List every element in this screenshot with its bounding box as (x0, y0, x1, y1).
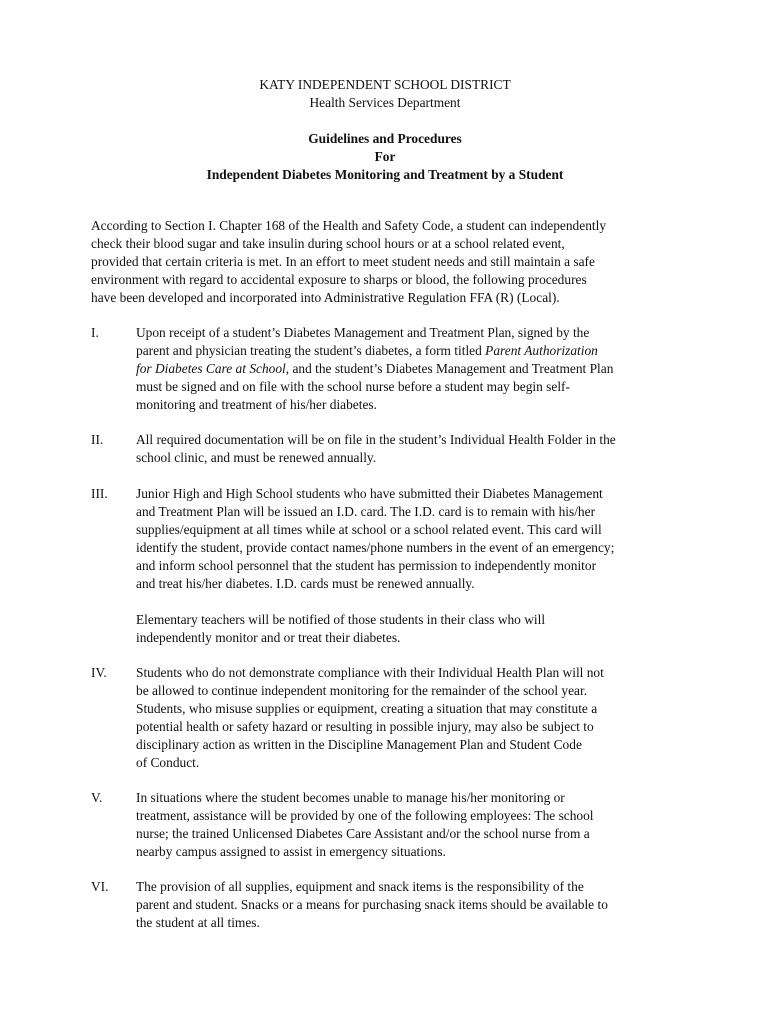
item-text: Students who do not demonstrate compliance with their Individual Health Plan will not be allowed to continue independent monitoring for the remainder of the school year. Students, who misuse supplies or equipment, creating a situation that may constitute a potential health or safety hazard or resulting in possible injury, may also be subject to disciplinary action as written in the Discipline Management Plan and Student Code of Conduct. (136, 665, 604, 770)
title-line: Independent Diabetes Monitoring and Treatment by a Student (206, 167, 564, 182)
department-name: Health Services Department (309, 95, 461, 110)
item-text: Upon receipt of a student’s Diabetes Management and Treatment Plan, signed by the parent and physician treating the student’s diabetes, a form titled Parent Authorization for Diabetes Care at School, and the student’s Diabetes Management and Treatment Plan must be signed and on file with the school nurse before a student may begin self- monitoring and treatment of his/her diabetes. (136, 325, 614, 412)
organization-name: KATY INDEPENDENT SCHOOL DISTRICT (259, 77, 511, 92)
elementary-note: Elementary teachers will be notified of those students in their class who will independently monitor and or treat their diabetes. (136, 612, 546, 645)
item-text: In situations where the student becomes unable to manage his/her monitoring or treatment, assistance will be provided by one of the following employees: The school nurse; the trained Unlicensed Diabetes Care Assistant and/or the school nurse from a nearby campus assigned to assist in emergency situations. (136, 790, 594, 859)
item-text: The provision of all supplies, equipment and snack items is the responsibility of the parent and student. Snacks or a means for purchasing snack items should be available to the student at all times. (136, 879, 608, 930)
item-numeral: III. (91, 486, 108, 501)
title-line: For (374, 149, 396, 164)
form-title-italic: for Diabetes Care at School (136, 361, 286, 376)
item-numeral: I. (91, 325, 99, 340)
item-text: All required documentation will be on file in the student’s Individual Health Folder in the school clinic, and must be renewed annually. (136, 432, 616, 465)
item-numeral: II. (91, 432, 104, 447)
item-numeral: V. (91, 790, 103, 805)
item-numeral: IV. (91, 665, 107, 680)
item-numeral: VI. (91, 879, 109, 894)
title-line: Guidelines and Procedures (308, 131, 462, 146)
form-title-italic: Parent Authorization (485, 343, 598, 358)
item-text: Junior High and High School students who have submitted their Diabetes Management and Treatment Plan will be issued an I.D. card. The I.D. card is to remain with his/her supplies/equipment at all times while at school or a school related event. This card will identify the student, provide contact names/phone numbers in the event of an emergency; and inform school personnel that the student has permission to independently monitor and treat his/her diabetes. I.D. cards must be renewed annually. Elementary teachers will be notified of those students in their class who will independently monitor and or treat their diabetes. (136, 485, 686, 647)
document-title (0, 130, 770, 184)
intro-paragraph: According to Section I. Chapter 168 of the Health and Safety Code, a student can independently check their blood sugar and take insulin during school hours or at a school related event, provided that certain criteria is met. In an effort to meet student needs and still maintain a safe environment with regard to accidental exposure to sharps or blood, the following procedures have been developed and incorporated into Administrative Regulation FFA (R) (Local). (91, 218, 607, 305)
